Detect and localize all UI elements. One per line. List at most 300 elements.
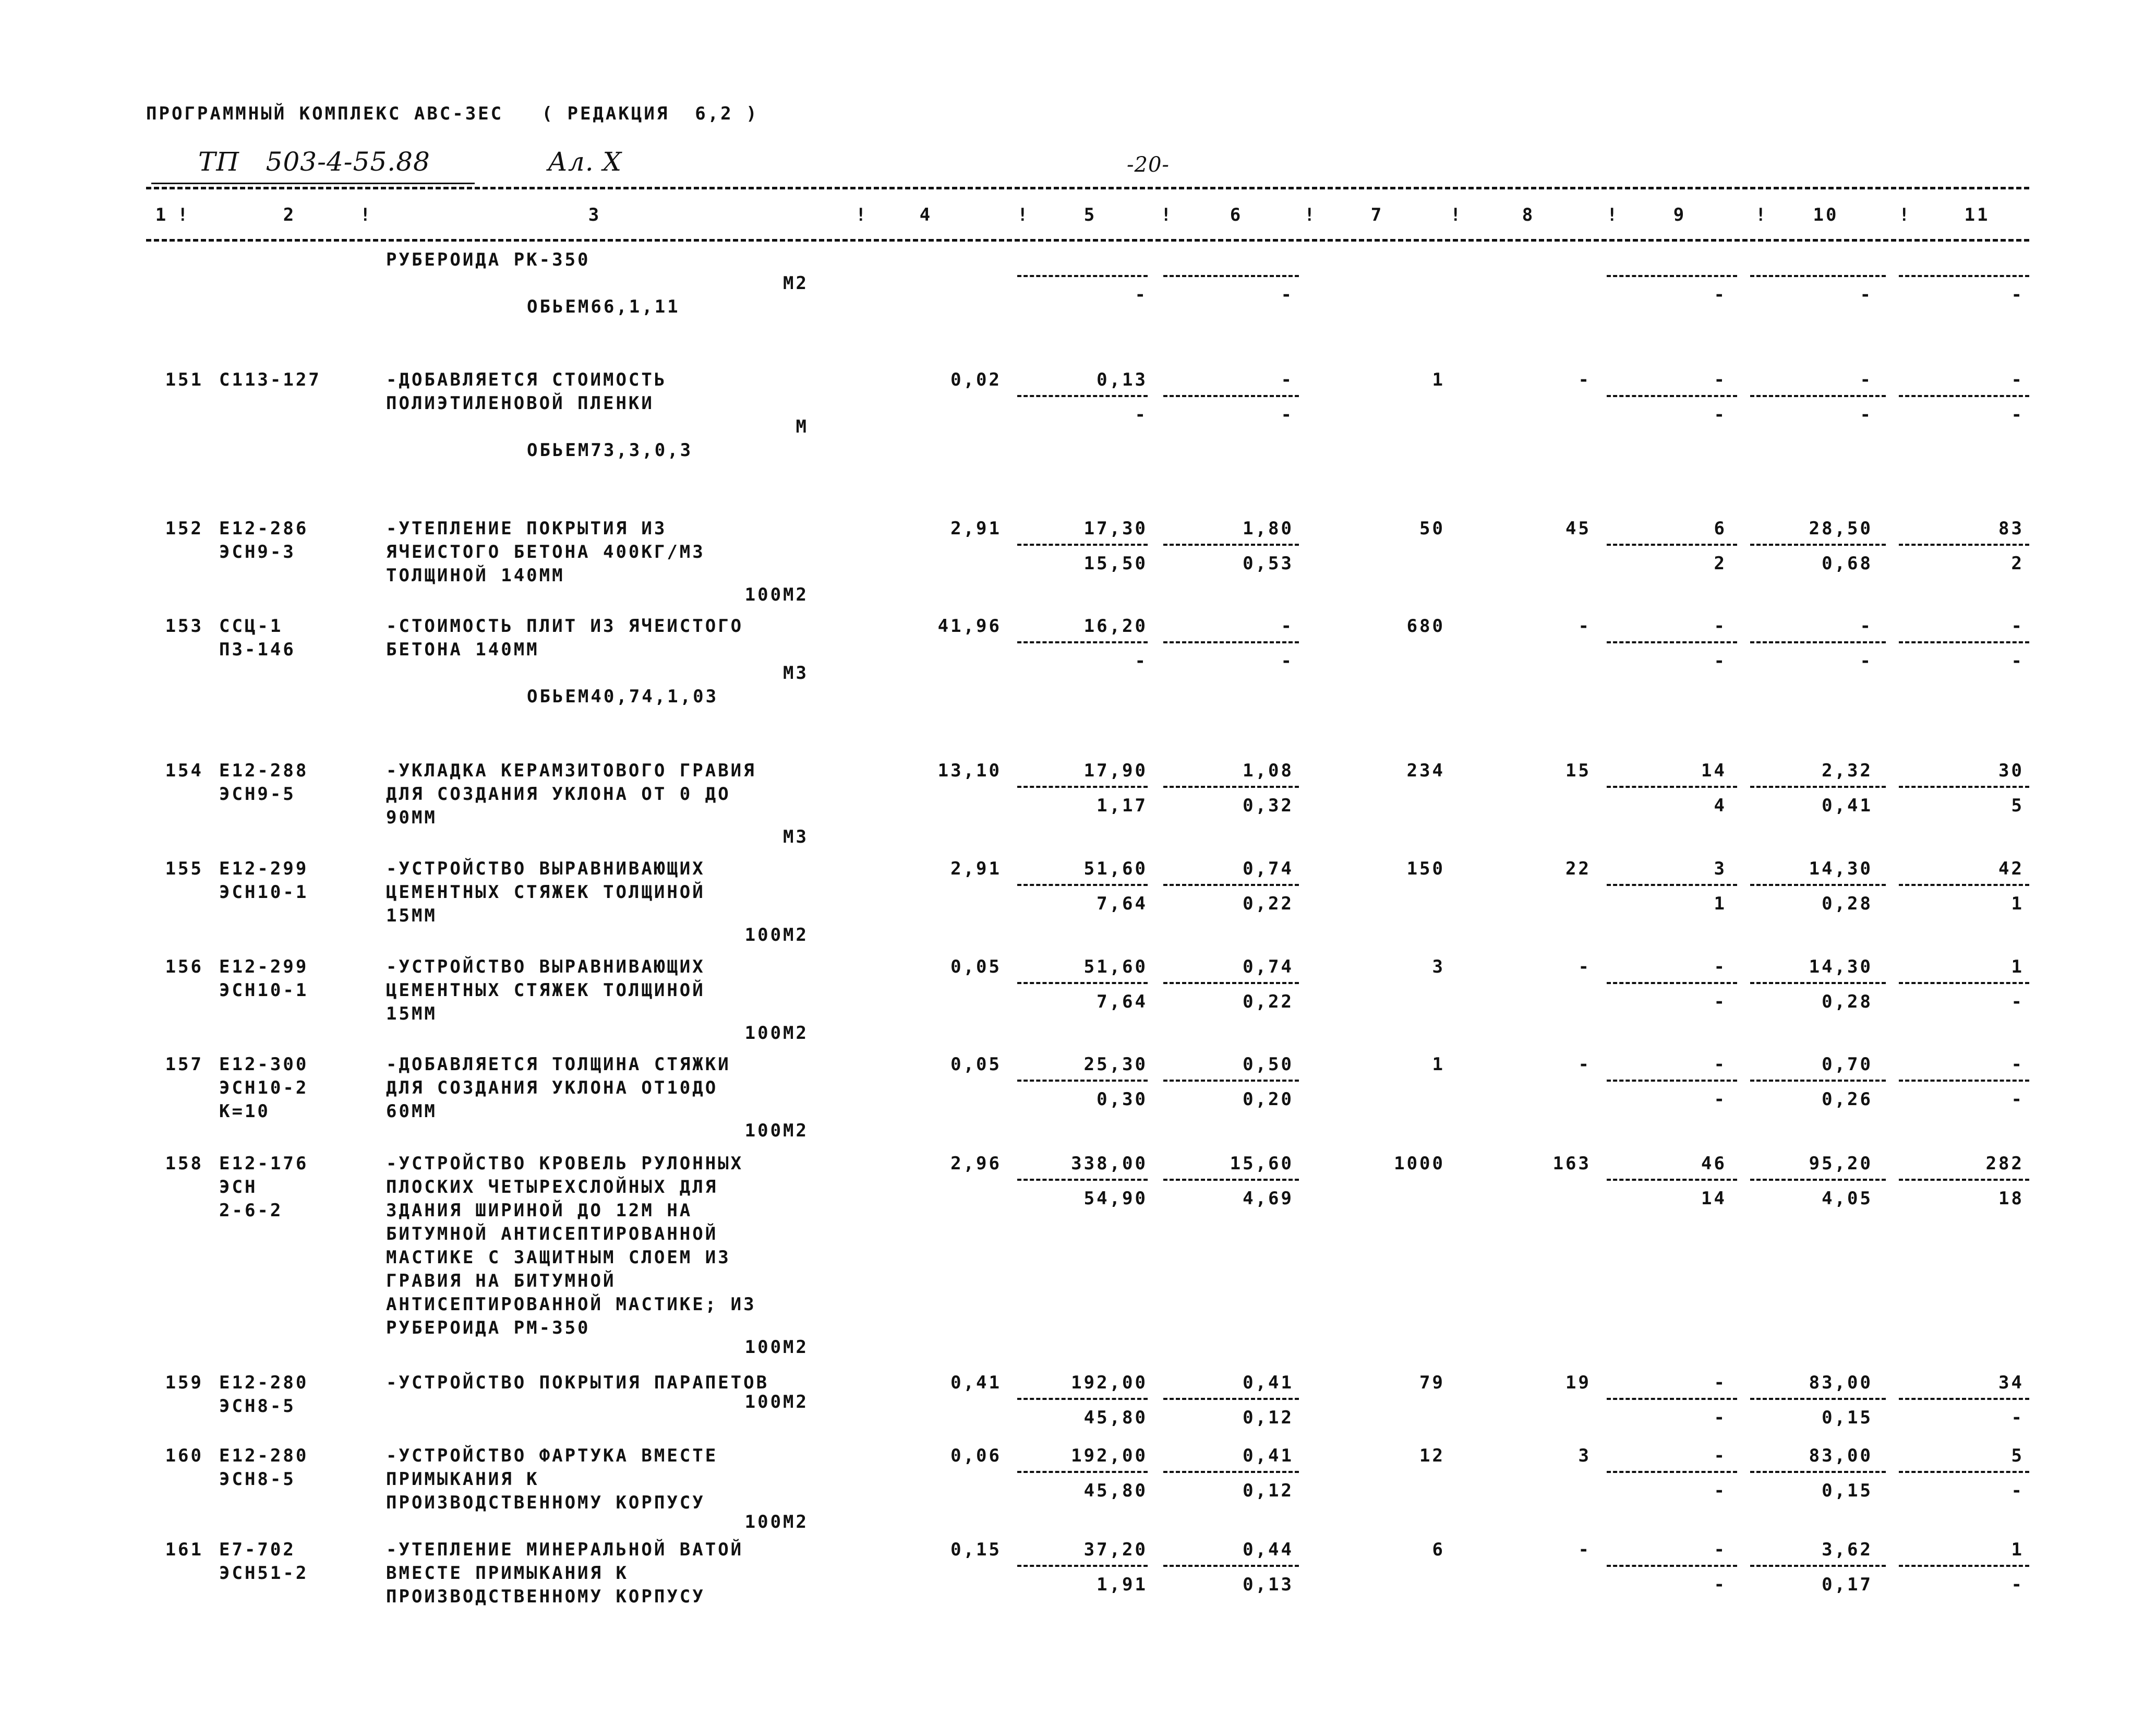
row-c10-bottom: 0,15 [1822,1407,1873,1428]
row-c5-separator [1017,1471,1148,1473]
row-c8: 22 [1565,858,1591,879]
row-c5-top: 51,60 [1083,858,1148,879]
row-c11-separator [1899,884,2029,886]
row-c11-bottom: 18 [1998,1188,2024,1209]
row-code: Е12-286 [219,518,309,539]
row-c11-separator [1899,641,2029,643]
row-description: -УТЕПЛЕНИЕ МИНЕРАЛЬНОЙ ВАТОЙ [386,1539,744,1560]
row-c10-bottom: 0,28 [1822,893,1873,914]
row-number: 153 [165,616,203,637]
row-c6-top: 0,74 [1243,956,1294,977]
row-c6-separator [1163,982,1299,984]
row-c10-top: 2,32 [1822,760,1873,781]
row-c9-top: 6 [1714,518,1727,539]
row-volume: ОБЬЕМ73,3,0,3 [527,440,693,461]
row-c10-bottom: 0,68 [1822,553,1873,574]
row-c6-top: 1,80 [1243,518,1294,539]
row-c10-separator [1750,544,1886,546]
row-c9-top: - [1714,956,1727,977]
row-c10-separator [1750,1565,1886,1567]
column-header-3: 3 [588,205,601,225]
row-c10-bottom: - [1860,284,1873,305]
row-number: 158 [165,1153,203,1174]
row-c5-top: 0,13 [1097,369,1148,390]
row-description: ЗДАНИЯ ШИРИНОЙ ДО 12М НА [386,1200,693,1221]
row-c11-top: 30 [1998,760,2024,781]
row-c11-separator [1899,544,2029,546]
row-c11-bottom: - [2011,404,2024,425]
row-unit: 100М2 [744,1120,809,1141]
row-c5-separator [1017,1179,1148,1181]
row-c10-bottom: - [1860,651,1873,672]
doc-code: ТП 503-4-55.88 [198,147,430,177]
row-c10-top: - [1860,369,1873,390]
row-code: С113-127 [219,369,321,390]
row-code: ЭСН10-1 [219,882,309,903]
row-c7: 1 [1432,369,1445,390]
row-c5-separator [1017,275,1148,277]
column-divider: ! [1899,205,1912,225]
row-c5-bottom: 45,80 [1083,1407,1148,1428]
row-code: Е12-280 [219,1372,309,1393]
row-c6-separator [1163,395,1299,397]
row-c6-bottom: - [1281,284,1294,305]
row-description: ГРАВИЯ НА БИТУМНОЙ [386,1271,616,1291]
column-divider: ! [1304,205,1317,225]
row-c11-top: 5 [2011,1445,2024,1466]
row-c11-separator [1899,1565,2029,1567]
row-c7: 3 [1432,956,1445,977]
row-code: ЭСН8-5 [219,1469,296,1490]
row-c10-separator [1750,884,1886,886]
row-number: 155 [165,858,203,879]
row-c5-bottom: 7,64 [1097,893,1148,914]
row-c9-top: - [1714,1054,1727,1075]
row-code: Е12-300 [219,1054,309,1075]
row-c9-bottom: 2 [1714,553,1727,574]
row-unit: М [796,416,809,437]
column-header-4: 4 [919,205,933,225]
row-description: МАСТИКЕ С ЗАЩИТНЫМ СЛОЕМ ИЗ [386,1247,731,1268]
row-c5-bottom: 15,50 [1083,553,1148,574]
row-number: 159 [165,1372,203,1393]
row-code: Е12-299 [219,956,309,977]
row-c9-separator [1607,1398,1737,1400]
row-code: ЭСН10-2 [219,1077,309,1098]
row-c11-bottom: 1 [2011,893,2024,914]
row-c10-bottom: 0,41 [1822,795,1873,816]
row-unit: 100М2 [744,1023,809,1044]
row-c5-top: 17,90 [1083,760,1148,781]
row-c9-bottom: - [1714,1574,1727,1595]
row-unit: 100М2 [744,584,809,605]
row-c6-bottom: 0,12 [1243,1407,1294,1428]
row-c9-separator [1607,1080,1737,1082]
row-c11-bottom: - [2011,284,2024,305]
row-unit: М3 [783,663,809,684]
row-c9-top: - [1714,1372,1727,1393]
row-c6-separator [1163,275,1299,277]
row-description: -ДОБАВЛЯЕТСЯ СТОИМОСТЬ [386,369,667,390]
row-c10-separator [1750,1179,1886,1181]
row-quantity: 0,02 [950,369,1002,390]
row-code: ЭСН51-2 [219,1563,309,1584]
header-bottom-rule [146,239,2029,242]
row-c9-separator [1607,395,1737,397]
row-c9-top: - [1714,369,1727,390]
row-c10-separator [1750,1080,1886,1082]
row-c11-bottom: - [2011,1480,2024,1501]
row-c9-bottom: 4 [1714,795,1727,816]
column-divider: ! [1161,205,1174,225]
row-c11-bottom: - [2011,991,2024,1012]
row-c6-top: - [1281,616,1294,637]
row-c9-bottom: - [1714,284,1727,305]
row-code: П3-146 [219,639,296,660]
row-c8: - [1578,369,1591,390]
row-description: -УСТРОЙСТВО ПОКРЫТИЯ ПАРАПЕТОВ [386,1372,769,1393]
row-description: ПЛОСКИХ ЧЕТЫРЕХСЛОЙНЫХ ДЛЯ [386,1177,718,1197]
program-title: ПРОГРАММНЫЙ КОМПЛЕКС АВС-3ЕС ( РЕДАКЦИЯ 6,2 ) [146,103,759,124]
row-c5-bottom: 54,90 [1083,1188,1148,1209]
row-c5-top: 51,60 [1083,956,1148,977]
row-c11-top: 282 [1985,1153,2024,1174]
row-description: -УСТРОЙСТВО КРОВЕЛЬ РУЛОННЫХ [386,1153,744,1174]
row-c7: 6 [1432,1539,1445,1560]
row-c6-top: 0,50 [1243,1054,1294,1075]
row-description: -УКЛАДКА КЕРАМЗИТОВОГО ГРАВИЯ [386,760,756,781]
column-divider: ! [1755,205,1768,225]
row-code: 2-6-2 [219,1200,283,1221]
row-quantity: 0,15 [950,1539,1002,1560]
doc-code-underline [151,183,475,184]
row-c5-bottom: 45,80 [1083,1480,1148,1501]
row-c6-separator [1163,1565,1299,1567]
row-c8: - [1578,956,1591,977]
row-c5-bottom: - [1135,284,1148,305]
row-code: Е12-280 [219,1445,309,1466]
column-header-10: 10 [1813,205,1839,225]
row-c5-top: 338,00 [1071,1153,1148,1174]
row-c11-separator [1899,1471,2029,1473]
row-c11-bottom: - [2011,1407,2024,1428]
row-c10-top: 95,20 [1809,1153,1873,1174]
column-header-7: 7 [1370,205,1384,225]
row-volume: ОБЬЕМ40,74,1,03 [527,686,719,707]
row-c5-bottom: 1,91 [1097,1574,1148,1595]
row-quantity: 2,91 [950,858,1002,879]
header-top-rule [146,187,2029,189]
row-c8: - [1578,1054,1591,1075]
row-number: 157 [165,1054,203,1075]
row-description: ПРИМЫКАНИЯ К [386,1469,539,1490]
row-code: ССЦ-1 [219,616,283,637]
row-c9-separator [1607,884,1737,886]
row-c10-top: 14,30 [1809,956,1873,977]
row-c10-top: 14,30 [1809,858,1873,879]
row-c10-separator [1750,786,1886,788]
row-quantity: 0,05 [950,1054,1002,1075]
row-c9-bottom: - [1714,651,1727,672]
column-header-8: 8 [1522,205,1535,225]
row-c11-top: 83 [1998,518,2024,539]
row-c11-separator [1899,982,2029,984]
row-description: РУБЕРОИДА РК-350 [386,249,591,270]
column-header-11: 11 [1964,205,1990,225]
row-description: АНТИСЕПТИРОВАННОЙ МАСТИКЕ; ИЗ [386,1294,756,1315]
row-c11-separator [1899,275,2029,277]
column-divider: ! [1607,205,1620,225]
row-c10-separator [1750,982,1886,984]
row-description: 15ММ [386,905,437,926]
row-c5-separator [1017,1398,1148,1400]
row-c9-separator [1607,544,1737,546]
row-c8: 163 [1552,1153,1591,1174]
row-c6-separator [1163,1179,1299,1181]
row-c8: - [1578,616,1591,637]
row-c11-bottom: - [2011,1574,2024,1595]
row-c6-separator [1163,544,1299,546]
row-code: ЭСН8-5 [219,1396,296,1417]
row-c6-bottom: - [1281,404,1294,425]
row-c11-separator [1899,395,2029,397]
column-divider: ! [1017,205,1030,225]
row-quantity: 2,96 [950,1153,1002,1174]
row-c9-separator [1607,641,1737,643]
page-number: -20- [1127,153,1170,177]
row-quantity: 2,91 [950,518,1002,539]
row-c10-top: 28,50 [1809,518,1873,539]
row-description: ТОЛЩИНОЙ 140ММ [386,565,565,586]
row-description: 15ММ [386,1003,437,1024]
row-c10-separator [1750,275,1886,277]
row-c10-bottom: 0,28 [1822,991,1873,1012]
row-c6-top: 0,44 [1243,1539,1294,1560]
row-c9-separator [1607,786,1737,788]
row-c5-separator [1017,395,1148,397]
row-quantity: 0,06 [950,1445,1002,1466]
column-divider: ! [360,205,373,225]
row-unit: 100М2 [744,1512,809,1532]
column-divider: ! [1450,205,1463,225]
row-unit: 100М2 [744,1392,809,1412]
row-c6-top: 1,08 [1243,760,1294,781]
row-c10-top: 83,00 [1809,1445,1873,1466]
row-c10-bottom: 0,15 [1822,1480,1873,1501]
row-c6-top: - [1281,369,1294,390]
row-c6-bottom: 0,53 [1243,553,1294,574]
row-c6-separator [1163,1080,1299,1082]
row-description: -УСТРОЙСТВО ВЫРАВНИВАЮЩИХ [386,956,705,977]
column-header-6: 6 [1230,205,1243,225]
row-description: ВМЕСТЕ ПРИМЫКАНИЯ К [386,1563,629,1584]
row-number: 154 [165,760,203,781]
row-c5-separator [1017,544,1148,546]
row-c8: - [1578,1539,1591,1560]
row-c8: 19 [1565,1372,1591,1393]
row-c10-bottom: 4,05 [1822,1188,1873,1209]
row-c9-bottom: - [1714,404,1727,425]
row-c7: 1000 [1394,1153,1445,1174]
row-c6-separator [1163,1471,1299,1473]
row-c6-top: 15,60 [1230,1153,1294,1174]
row-description: РУБЕРОИДА РМ-350 [386,1317,591,1338]
row-c9-separator [1607,982,1737,984]
row-c11-bottom: - [2011,651,2024,672]
row-c9-bottom: 1 [1714,893,1727,914]
row-c11-separator [1899,1398,2029,1400]
row-c9-bottom: - [1714,991,1727,1012]
row-c9-bottom: - [1714,1480,1727,1501]
row-c7: 12 [1419,1445,1445,1466]
row-number: 161 [165,1539,203,1560]
row-code: ЭСН [219,1177,258,1197]
row-description: ПРОИЗВОДСТВЕННОМУ КОРПУСУ [386,1492,705,1513]
row-c9-top: - [1714,616,1727,637]
row-c10-separator [1750,641,1886,643]
row-c11-separator [1899,786,2029,788]
row-c10-separator [1750,1398,1886,1400]
row-c5-top: 16,20 [1083,616,1148,637]
row-code: ЭСН10-1 [219,980,309,1001]
row-c11-top: - [2011,369,2024,390]
row-description: ДЛЯ СОЗДАНИЯ УКЛОНА ОТ 0 ДО [386,784,731,805]
row-number: 156 [165,956,203,977]
row-c6-bottom: - [1281,651,1294,672]
row-c6-top: 0,74 [1243,858,1294,879]
album-number: Ал. Х [548,147,622,177]
row-c5-top: 17,30 [1083,518,1148,539]
row-number: 160 [165,1445,203,1466]
row-number: 151 [165,369,203,390]
row-description: ПОЛИЭТИЛЕНОВОЙ ПЛЕНКИ [386,393,654,414]
row-c11-bottom: 2 [2011,553,2024,574]
row-c11-bottom: - [2011,1089,2024,1110]
row-c7: 79 [1419,1372,1445,1393]
row-description: -УСТРОЙСТВО ФАРТУКА ВМЕСТЕ [386,1445,718,1466]
row-c5-separator [1017,786,1148,788]
row-c5-separator [1017,641,1148,643]
row-quantity: 0,41 [950,1372,1002,1393]
row-c5-separator [1017,884,1148,886]
row-c5-top: 192,00 [1071,1372,1148,1393]
row-c5-top: 192,00 [1071,1445,1148,1466]
row-c9-bottom: 14 [1701,1188,1727,1209]
row-description: ЦЕМЕНТНЫХ СТЯЖЕК ТОЛЩИНОЙ [386,980,705,1001]
row-description: -ДОБАВЛЯЕТСЯ ТОЛЩИНА СТЯЖКИ [386,1054,731,1075]
row-c8: 45 [1565,518,1591,539]
row-code: К=10 [219,1101,270,1122]
row-c5-top: 25,30 [1083,1054,1148,1075]
row-quantity: 13,10 [937,760,1002,781]
row-c6-top: 0,41 [1243,1372,1294,1393]
row-c9-separator [1607,275,1737,277]
row-c10-bottom: 0,26 [1822,1089,1873,1110]
row-c11-separator [1899,1080,2029,1082]
column-header-9: 9 [1673,205,1687,225]
row-c5-top: 37,20 [1083,1539,1148,1560]
row-code: Е12-288 [219,760,309,781]
row-c7: 1 [1432,1054,1445,1075]
row-code: ЭСН9-5 [219,784,296,805]
row-c9-separator [1607,1471,1737,1473]
row-description: БИТУМНОЙ АНТИСЕПТИРОВАННОЙ [386,1224,718,1244]
row-c6-bottom: 0,12 [1243,1480,1294,1501]
row-c6-bottom: 0,20 [1243,1089,1294,1110]
row-code: Е12-299 [219,858,309,879]
row-c6-bottom: 0,22 [1243,991,1294,1012]
row-c10-top: 0,70 [1822,1054,1873,1075]
row-c9-top: 3 [1714,858,1727,879]
row-unit: 100М2 [744,1337,809,1358]
column-divider: ! [177,205,190,225]
row-c11-top: 42 [1998,858,2024,879]
column-header-5: 5 [1083,205,1097,225]
row-c5-bottom: 7,64 [1097,991,1148,1012]
row-c6-bottom: 0,22 [1243,893,1294,914]
row-c11-top: - [2011,1054,2024,1075]
row-code: Е7-702 [219,1539,296,1560]
row-c10-separator [1750,1471,1886,1473]
row-c6-separator [1163,641,1299,643]
row-c9-top: 46 [1701,1153,1727,1174]
row-c7: 680 [1406,616,1445,637]
row-quantity: 41,96 [937,616,1002,637]
row-c7: 150 [1406,858,1445,879]
row-description: ДЛЯ СОЗДАНИЯ УКЛОНА ОТ10ДО [386,1077,718,1098]
row-description: ЯЧЕИСТОГО БЕТОНА 400КГ/М3 [386,542,705,562]
row-description: ПРОИЗВОДСТВЕННОМУ КОРПУСУ [386,1586,705,1607]
row-c8: 15 [1565,760,1591,781]
row-c6-top: 0,41 [1243,1445,1294,1466]
column-header-1: 1 [155,205,168,225]
row-c11-bottom: 5 [2011,795,2024,816]
row-description: 60ММ [386,1101,437,1122]
row-c6-bottom: 0,32 [1243,795,1294,816]
row-c9-bottom: - [1714,1089,1727,1110]
row-c5-bottom: - [1135,651,1148,672]
row-description: -УТЕПЛЕНИЕ ПОКРЫТИЯ ИЗ [386,518,667,539]
row-unit: 100М2 [744,925,809,945]
row-c9-top: - [1714,1445,1727,1466]
row-c9-bottom: - [1714,1407,1727,1428]
row-description: -УСТРОЙСТВО ВЫРАВНИВАЮЩИХ [386,858,705,879]
row-c9-separator [1607,1179,1737,1181]
row-c6-separator [1163,884,1299,886]
row-c10-bottom: - [1860,404,1873,425]
row-c11-top: - [2011,616,2024,637]
row-quantity: 0,05 [950,956,1002,977]
row-description: 90ММ [386,807,437,828]
row-c5-bottom: - [1135,404,1148,425]
row-code: Е12-176 [219,1153,309,1174]
row-c11-top: 34 [1998,1372,2024,1393]
column-divider: ! [856,205,869,225]
column-header-2: 2 [283,205,296,225]
row-c11-top: 1 [2011,1539,2024,1560]
row-c5-bottom: 1,17 [1097,795,1148,816]
row-c6-bottom: 0,13 [1243,1574,1294,1595]
row-c6-separator [1163,786,1299,788]
row-c8: 3 [1578,1445,1591,1466]
row-c7: 50 [1419,518,1445,539]
row-c5-separator [1017,1565,1148,1567]
row-c9-top: 14 [1701,760,1727,781]
row-c6-bottom: 4,69 [1243,1188,1294,1209]
row-unit: М3 [783,826,809,847]
row-c11-top: 1 [2011,956,2024,977]
row-c5-separator [1017,982,1148,984]
